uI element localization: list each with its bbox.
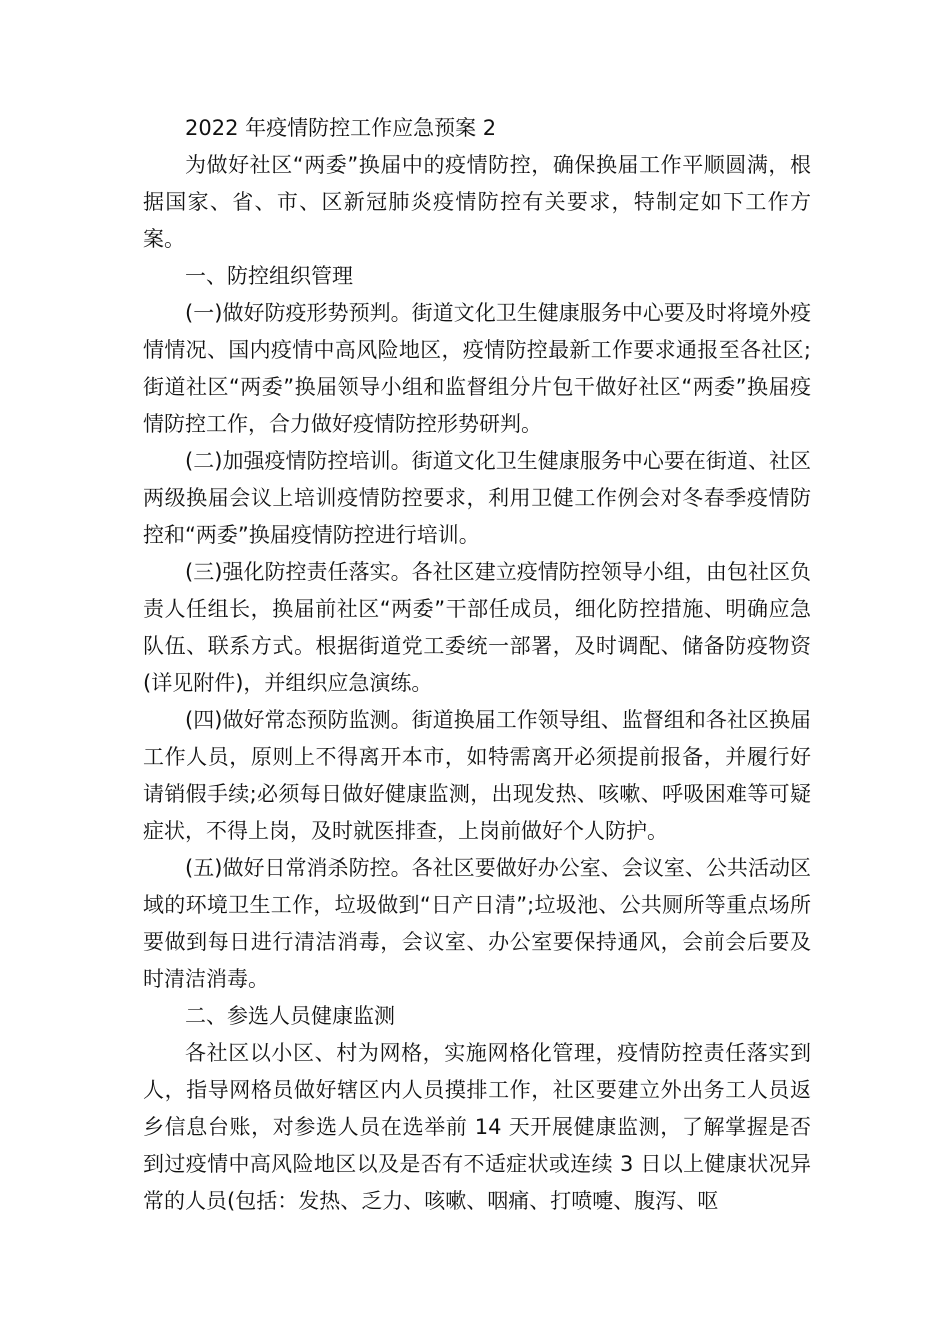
document-body <box>143 110 811 1220</box>
paragraph-item-1: (一)做好防疫形势预判。街道文化卫生健康服务中心要及时将境外疫情情况、国内疫情中高风险地区，疫情防控最新工作要求通报至各社区;街道社区“两委”换届领导小组和监督组分片包干做好社区“两委”换届疫情防控工作，合力做好疫情防控形势研判。 <box>143 301 811 436</box>
paragraph-item-2: (二)加强疫情防控培训。街道文化卫生健康服务中心要在街道、社区两级换届会议上培训疫情防控要求，利用卫健工作例会对冬春季疫情防控和“两委”换届疫情防控进行培训。 <box>143 449 811 547</box>
section-heading-2: 二、参选人员健康监测 <box>185 1004 395 1028</box>
paragraph-item-5: (五)做好日常消杀防控。各社区要做好办公室、会议室、公共活动区域的环境卫生工作，垃圾做到“日产日清”;垃圾池、公共厕所等重点场所要做到每日进行清洁消毒，会议室、办公室要保持通风，会前会后要及时清洁消毒。 <box>143 856 811 991</box>
paragraph-health-monitoring: 各社区以小区、村为网格，实施网格化管理，疫情防控责任落实到人，指导网格员做好辖区内人员摸排工作，社区要建立外出务工人员返乡信息台账，对参选人员在选举前 14 天开展健康监测，了解掌握是否到过疫情中高风险地区以及是否有不适症状或连续 3 日以上健康状况异常的人员(包括：发热、乏力、咳嗽、咽痛、打喷嚏、腹泻、呕 <box>143 1041 811 1213</box>
paragraph-item-3: (三)强化防控责任落实。各社区建立疫情防控领导小组，由包社区负责人任组长，换届前社区“两委”干部任成员，细化防控措施、明确应急队伍、联系方式。根据街道党工委统一部署，及时调配、储备防疫物资(详见附件)，并组织应急演练。 <box>143 560 811 695</box>
document-title: 2022 年疫情防控工作应急预案 2 <box>185 116 497 140</box>
paragraph-item-4: (四)做好常态预防监测。街道换届工作领导组、监督组和各社区换届工作人员，原则上不得离开本市，如特需离开必须提前报备，并履行好请销假手续;必须每日做好健康监测，出现发热、咳嗽、呼吸困难等可疑症状，不得上岗，及时就医排查，上岗前做好个人防护。 <box>143 708 811 843</box>
section-heading-1: 一、防控组织管理 <box>185 264 353 288</box>
intro-paragraph: 为做好社区“两委”换届中的疫情防控，确保换届工作平顺圆满，根据国家、省、市、区新冠肺炎疫情防控有关要求，特制定如下工作方案。 <box>143 153 811 251</box>
